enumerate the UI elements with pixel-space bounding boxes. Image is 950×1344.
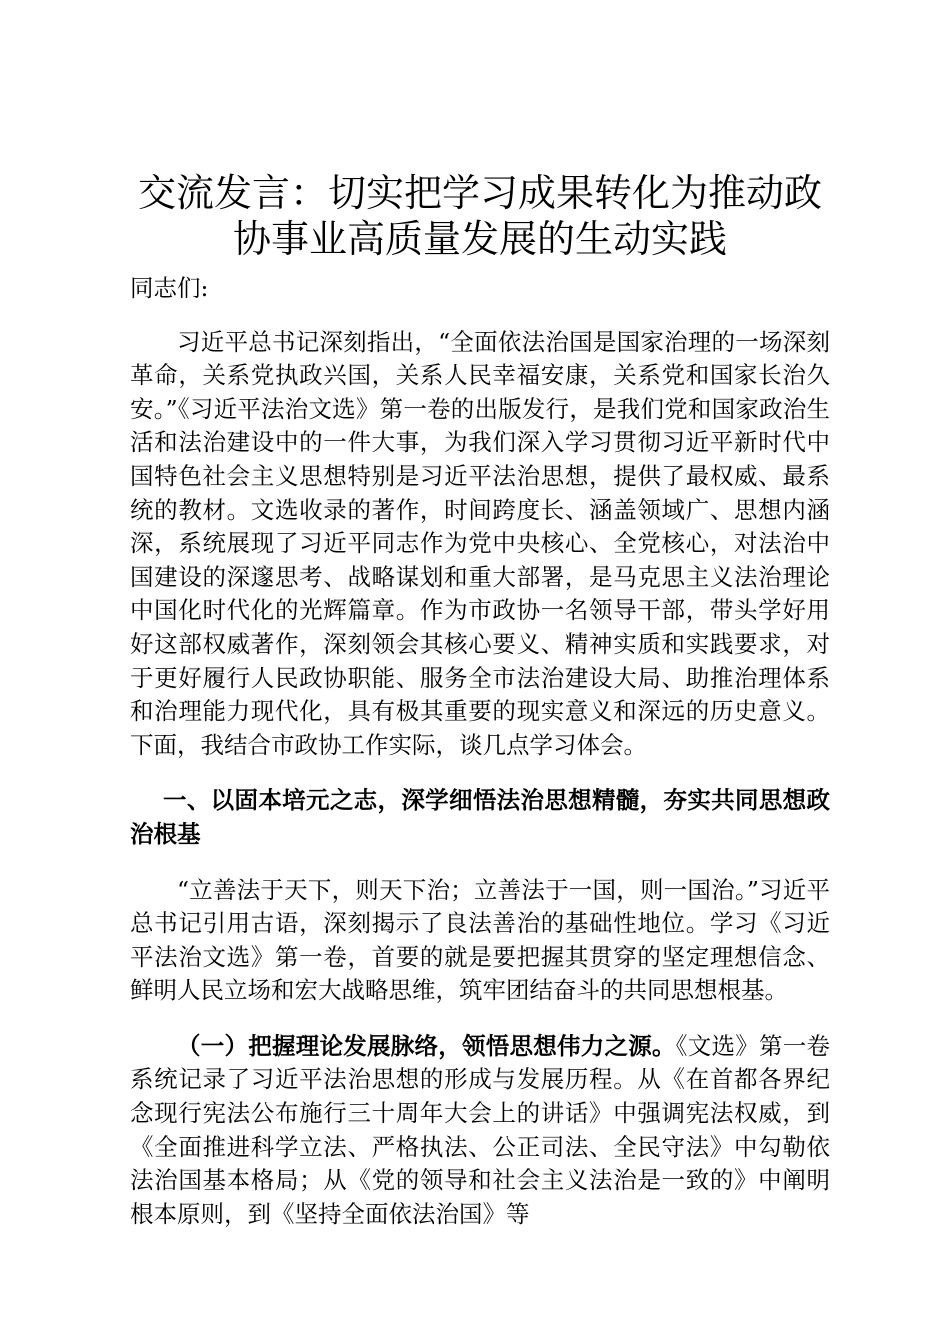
subsection-1-paragraph: [130, 1030, 830, 1232]
subsection-1-text: 《文选》第一卷系统记录了习近平法治思想的形成与发展历程。从《在首都各界纪念现行宪法公布施行三十周年大会上的讲话》中强调宪法权威，到《全面推进科学立法、严格执法、公正司法、全民守法》中勾勒依法治国基本格局；从《党的领导和社会主义法治是一致的》中阐明根本原则，到《坚持全面依法治国》等: [130, 1031, 830, 1228]
document-page: [130, 170, 830, 1253]
section-1-paragraph: “立善法于天下，则天下治；立善法于一国，则一国治。”习近平总书记引用古语，深刻揭示了良法善治的基础性地位。学习《习近平法治文选》第一卷，首要的就是要把握其贯穿的坚定理想信念、鲜明人民立场和宏大战略思维，筑牢团结奋斗的共同思想根基。: [130, 875, 830, 1005]
intro-paragraph: 习近平总书记深刻指出，“全面依法治国是国家治理的一场深刻革命，关系党执政兴国，关系人民幸福安康，关系党和国家长治久安。”《习近平法治文选》第一卷的出版发行，是我们党和国家政治生活和法治建设中的一件大事，为我们深入学习贯彻习近平新时代中国特色社会主义思想特别是习近平法治思想，提供了最权威、最系统的教材。文选收录的著作，时间跨度长、涵盖领域广、思想内涵深，系统展现了习近平同志作为党中央核心、全党核心，对法治中国建设的深邃思考、战略谋划和重大部署，是马克思主义法治理论中国化时代化的光辉篇章。作为市政协一名领导干部，带头学好用好这部权威著作，深刻领会其核心要义、精神实质和实践要求，对于更好履行人民政协职能、服务全市法治建设大局、助推治理体系和治理能力现代化，具有极其重要的现实意义和深远的历史意义。下面，我结合市政协工作实际，谈几点学习体会。: [130, 327, 830, 759]
document-title: 交流发言：切实把学习成果转化为推动政协事业高质量发展的生动实践: [137, 171, 822, 261]
section-1-heading: 一、以固本培元之志，深学细悟法治思想精髓，夯实共同思想政治根基: [130, 786, 830, 848]
subsection-1-lead: （一）把握理论发展脉络，领悟思想伟力之源。: [177, 1031, 676, 1060]
salutation: 同志们:: [130, 274, 209, 302]
